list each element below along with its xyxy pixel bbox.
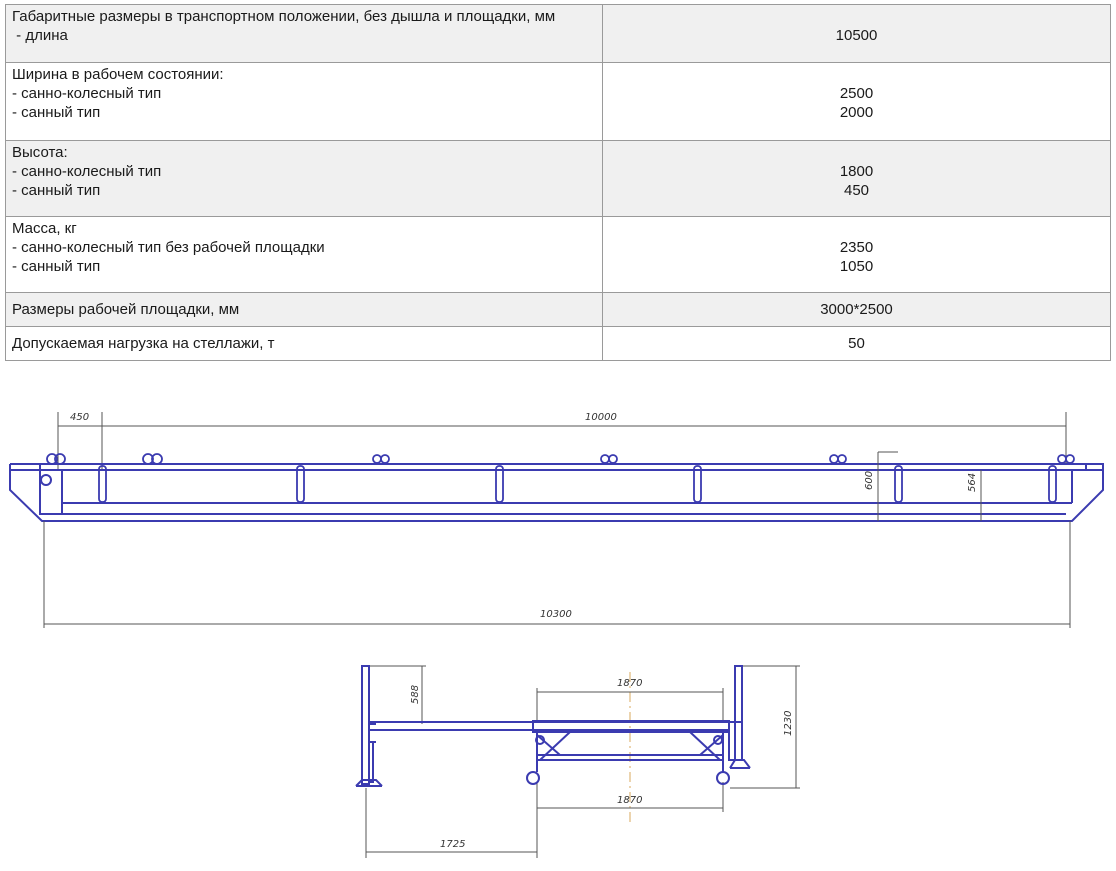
spec-label-line: - санно-колесный тип xyxy=(12,163,162,180)
spec-label-line: Допускаемая нагрузка на стеллажи, т xyxy=(12,335,275,352)
spec-label-line: Масса, кг xyxy=(12,220,77,237)
dim-inner-length-label: 10000 xyxy=(585,412,617,423)
spec-label-line: - санно-колесный тип xyxy=(12,85,162,102)
side-lugs xyxy=(47,454,1074,464)
dim-inner-length-line xyxy=(102,412,1066,464)
spec-label-line: Ширина в рабочем состоянии: xyxy=(12,66,224,83)
spec-label-line: Габаритные размеры в транспортном положении, без дышла и площадки, мм xyxy=(12,8,556,25)
spec-label-line: - длина xyxy=(12,27,68,44)
dim-half-width-label: 1725 xyxy=(440,839,466,850)
spec-value-line: 2350 xyxy=(839,239,874,256)
spec-label-line: - санный тип xyxy=(12,182,101,199)
spec-value-line: 10500 xyxy=(835,27,878,44)
side-frame xyxy=(10,464,1103,521)
spec-value-line: 2500 xyxy=(839,85,874,102)
spec-label-line: Высота: xyxy=(12,144,68,161)
dim-total-height-label: 1230 xyxy=(783,710,794,736)
end-view-drawing xyxy=(356,666,800,858)
side-view-drawing xyxy=(10,412,1103,628)
spec-label-line: Размеры рабочей площадки, мм xyxy=(12,301,240,318)
spec-value-line: 2000 xyxy=(839,104,874,121)
spec-value-line: 450 xyxy=(843,182,870,199)
spec-value-line: 50 xyxy=(848,335,865,352)
side-posts xyxy=(99,466,1056,502)
dim-post-height-label: 588 xyxy=(410,684,421,704)
spec-value-line: 1800 xyxy=(839,163,874,180)
dim-total-length-label: 10300 xyxy=(540,609,572,620)
spec-value-line: 1050 xyxy=(839,258,874,275)
dim-height-label: 600 xyxy=(864,470,875,490)
end-frame xyxy=(356,666,750,786)
spec-label-line: - санно-колесный тип без рабочей площадки xyxy=(12,239,325,256)
spec-label-line: - санный тип xyxy=(12,258,101,275)
dim-left-offset-label: 450 xyxy=(70,412,90,423)
dim-platform-bottom-label: 1870 xyxy=(617,795,643,806)
spec-value-line: 3000*2500 xyxy=(820,301,893,318)
spec-label-line: - санный тип xyxy=(12,104,101,121)
dim-inner-height-label: 564 xyxy=(967,472,978,492)
dim-height-line xyxy=(878,452,981,521)
dim-platform-top-label: 1870 xyxy=(617,678,643,689)
